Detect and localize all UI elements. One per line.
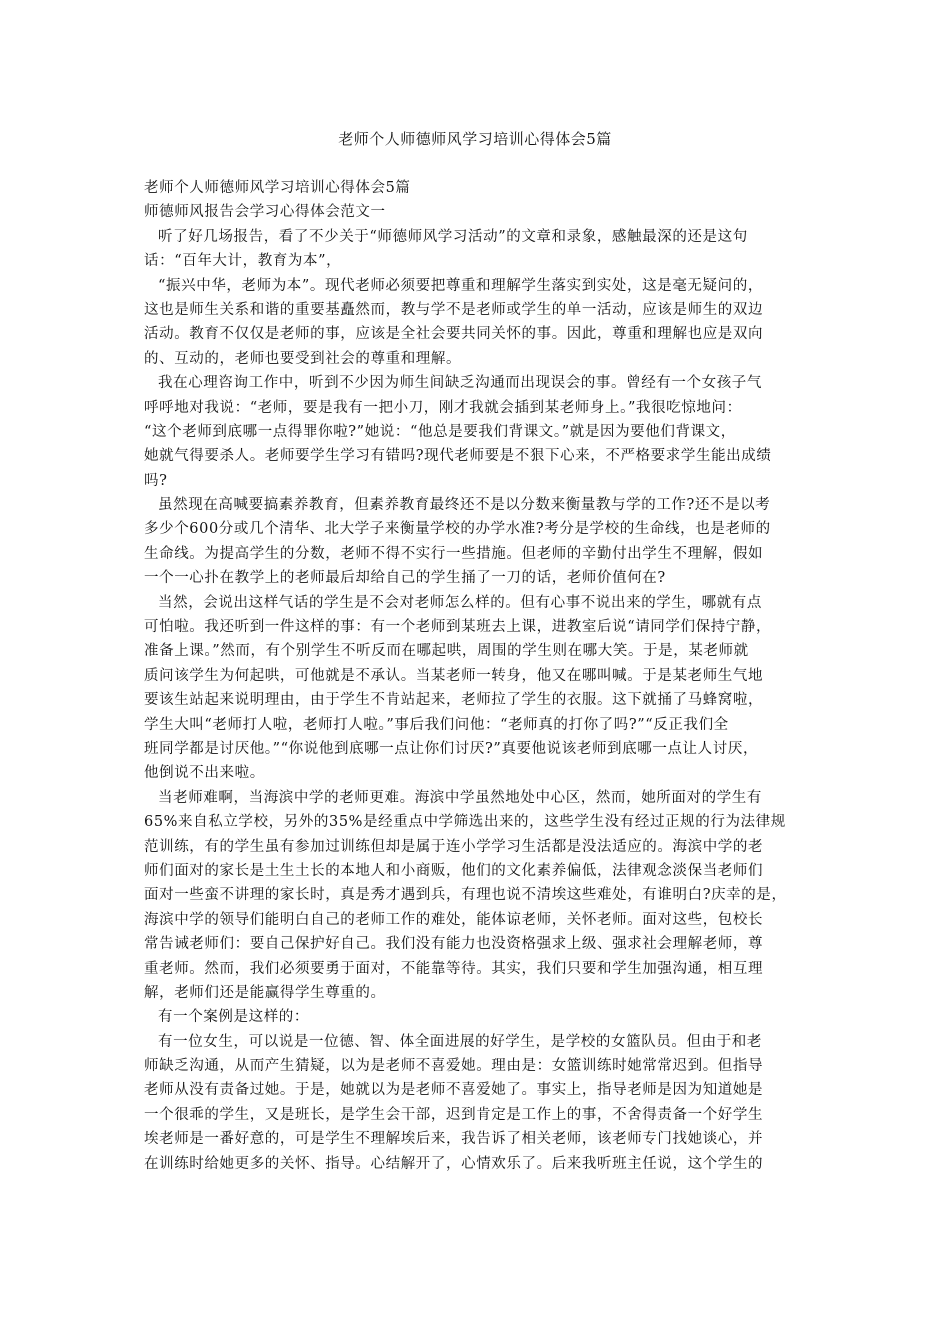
- paragraph-line: 她就气得要杀人。老师要学生学习有错吗?现代老师要是不狠下心来，不严格要求学生能出成绩: [144, 448, 772, 465]
- paragraph-line: 吗?: [144, 472, 168, 489]
- paragraph-line: 常告诫老师们：要自己保护好自己。我们没有能力也没资格强求上级、强求社会理解老师，尊: [144, 936, 764, 953]
- paragraph-line: “这个老师到底哪一点得罪你啦?”她说：“他总是要我们背课文。”就是因为要他们背课文，: [144, 423, 736, 440]
- paragraph-line: 有一个案例是这样的：: [158, 1009, 309, 1026]
- paragraph-line: 海滨中学的领导们能明白自己的老师工作的难处，能体谅老师，关怀老师。面对这些，包校长: [144, 911, 764, 928]
- section-heading: 师德师风报告会学习心得体会范文一: [144, 204, 386, 221]
- paragraph-line: 师缺乏沟通，从而产生猜疑，以为是老师不喜爱她。理由是：女篮训练时她常常迟到。但指导: [144, 1058, 764, 1075]
- paragraph-line: 听了好几场报告，看了不少关于“师德师风学习活动”的文章和录象，感触最深的还是这句: [158, 228, 748, 245]
- paragraph-line: 一个一心扑在教学上的老师最后却给自己的学生捅了一刀的话，老师价值何在?: [144, 570, 666, 587]
- paragraph-line: 我在心理咨询工作中，听到不少因为师生间缺乏沟通而出现误会的事。曾经有一个女孩子气: [158, 375, 762, 392]
- paragraph-line: 呼呼地对我说：“老师，要是我有一把小刀，刚才我就会插到某老师身上。”我很吃惊地问：: [144, 399, 742, 416]
- paragraph-line: 话：“百年大计，教育为本”，: [144, 253, 342, 270]
- paragraph-line: 解，老师们还是能赢得学生尊重的。: [144, 984, 386, 1001]
- paragraph-line: 在训练时给她更多的关怀、指导。心结解开了，心情欢乐了。后来我听班主任说，这个学生的: [144, 1155, 764, 1172]
- paragraph-line: 虽然现在高喊要搞素养教育，但素养教育最终还不是以分数来衡量教与学的工作?还不是以考: [158, 497, 771, 514]
- paragraph-line: 老师从没有责备过她。于是，她就以为是老师不喜爱她了。事实上，指导老师是因为知道她是: [144, 1082, 764, 1099]
- subtitle: 老师个人师德师风学习培训心得体会5篇: [144, 180, 411, 196]
- paragraph-line: “振兴中华，老师为本”。现代老师必须要把尊重和理解学生落实到实处，这是毫无疑问的，: [158, 277, 763, 294]
- paragraph-line: 的、互动的，老师也要受到社会的尊重和理解。: [144, 350, 462, 367]
- paragraph-line: 师们面对的家长是土生土长的本地人和小商贩，他们的文化素养偏低，法律观念淡保当老师们: [144, 862, 764, 879]
- paragraph-line: 面对一些蛮不讲理的家长时，真是秀才遇到兵，有理也说不清埃这些难处，有谁明白?庆幸的是，: [144, 887, 787, 904]
- document-title: 老师个人师德师风学习培训心得体会5篇: [338, 130, 612, 148]
- paragraph-line: 这也是师生关系和谐的重要基矗然而，教与学不是老师或学生的单一活动，应该是师生的双边: [144, 301, 764, 318]
- paragraph-line: 一个很乖的学生，又是班长，是学生会干部，迟到肯定是工作上的事，不舍得责备一个好学生: [144, 1106, 764, 1123]
- paragraph-line: 多少个600分或几个清华、北大学子来衡量学校的办学水准?考分是学校的生命线，也是老师的: [144, 521, 771, 538]
- paragraph-line: 准备上课。”然而，有个别学生不听反而在哪起哄，周围的学生则在哪大笑。于是，某老师就: [144, 643, 749, 660]
- paragraph-line: 班同学都是讨厌他。”“你说他到底哪一点让你们讨厌?”真要他说该老师到底哪一点让人讨厌，: [144, 740, 759, 757]
- paragraph-line: 埃老师是一番好意的，可是学生不理解埃后来，我告诉了相关老师，该老师专门找她谈心，并: [144, 1131, 764, 1148]
- paragraph-line: 他倒说不出来啦。: [144, 765, 265, 782]
- paragraph-line: 质问该学生为何起哄，可他就是不承认。当某老师一转身，他又在哪叫喊。于是某老师生气地: [144, 667, 764, 684]
- paragraph-line: 当老师难啊，当海滨中学的老师更难。海滨中学虽然地处中心区，然而，她所面对的学生有: [158, 789, 762, 806]
- paragraph-line: 学生大叫“老师打人啦，老师打人啦。”事后我们问他：“老师真的打你了吗?”“反正我们全: [144, 716, 729, 733]
- paragraph-line: 生命线。为提高学生的分数，老师不得不实行一些措施。但老师的辛勤付出学生不理解，假如: [144, 545, 764, 562]
- paragraph-line: 活动。教育不仅仅是老师的事，应该是全社会要共同关怀的事。因此，尊重和理解也应是双向: [144, 326, 764, 343]
- paragraph-line: 可怕啦。我还听到一件这样的事：有一个老师到某班去上课，进教室后说“请同学们保持宁静，: [144, 619, 772, 636]
- paragraph-line: 有一位女生，可以说是一位德、智、体全面进展的好学生，是学校的女篮队员。但由于和老: [158, 1033, 762, 1050]
- paragraph-line: 当然，会说出这样气话的学生是不会对老师怎么样的。但有心事不说出来的学生，哪就有点: [158, 594, 762, 611]
- paragraph-line: 重老师。然而，我们必须要勇于面对，不能靠等待。其实，我们只要和学生加强沟通，相互理: [144, 960, 764, 977]
- document-body: [144, 176, 820, 1176]
- paragraph-line: 范训练，有的学生虽有参加过训练但却是属于连小学学习生活都是没法适应的。海滨中学的老: [144, 838, 764, 855]
- paragraph-line: 要该生站起来说明理由，由于学生不肯站起来，老师拉了学生的衣服。这下就捅了马蜂窝啦，: [144, 692, 764, 709]
- paragraph-line: 65%来自私立学校，另外的35%是经重点中学筛选出来的，这些学生没有经过正规的行为法律规: [144, 814, 786, 831]
